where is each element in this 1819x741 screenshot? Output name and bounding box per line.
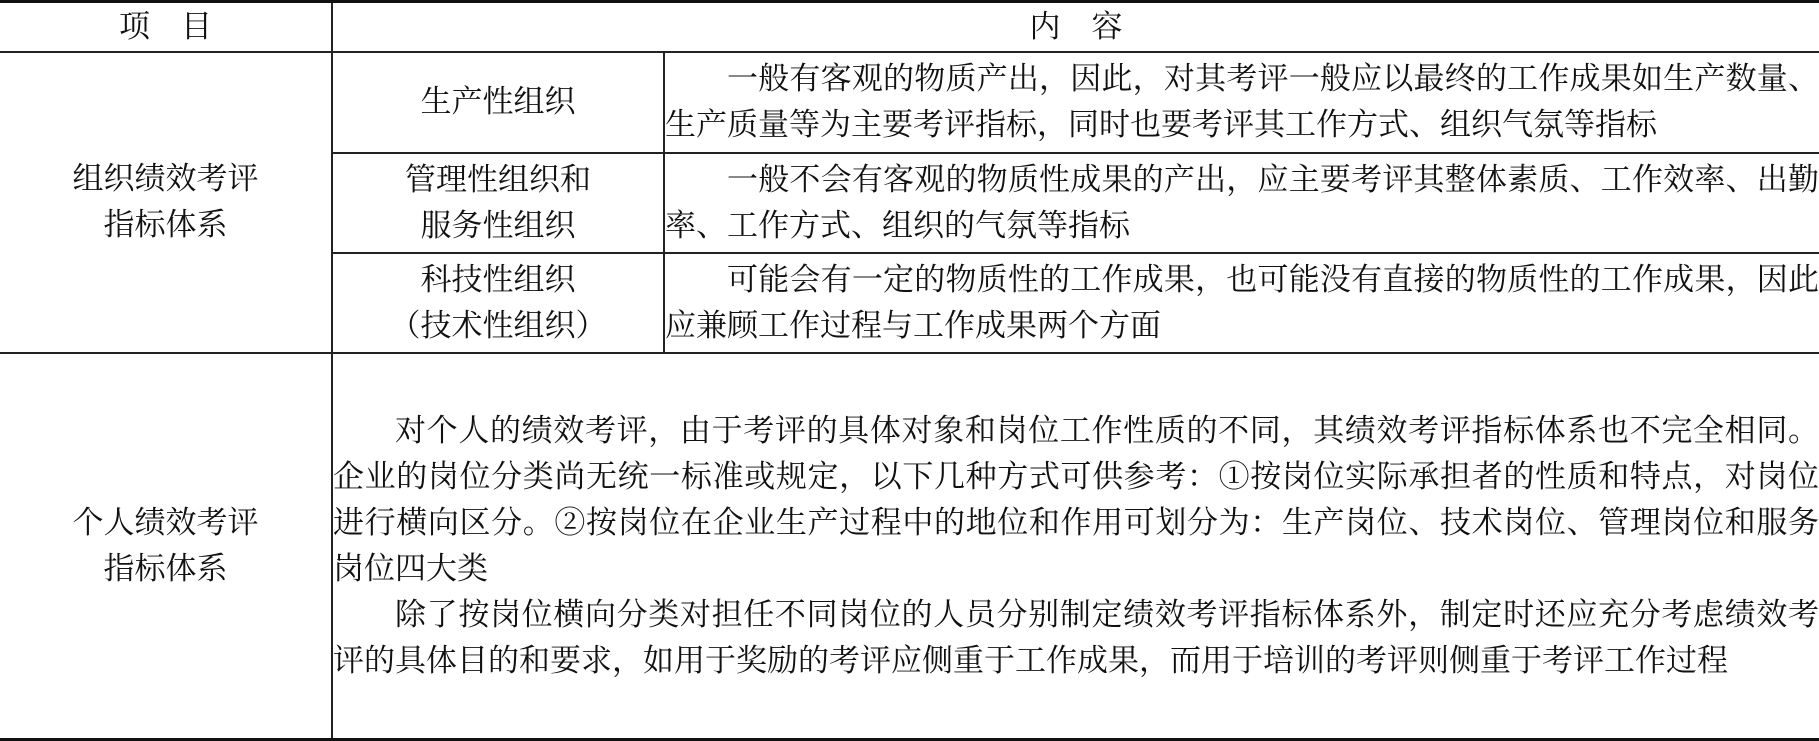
personal-category-label: 个人绩效考评 指标体系 <box>0 353 332 740</box>
header-content: 内 容 <box>332 2 1819 52</box>
org-type-management: 管理性组织和 服务性组织 <box>332 153 664 253</box>
org-row-production <box>0 52 1819 153</box>
personal-desc: 对个人的绩效考评，由于考评的具体对象和岗位工作性质的不同，其绩效考评指标体系也不完全相同。企业的岗位分类尚无统一标准或规定，以下几种方式可供参考：①按岗位实际承担者的性质和特点，对岗位进行横向区分。②按岗位在企业生产过程中的地位和作用可划分为：生产岗位、技术岗位、管理岗位和服务岗位四大类 除了按岗位横向分类对担任不同岗位的人员分别制定绩效考评指标体系外，制定时还应充分考虑绩效考评的具体目的和要求，如用于奖励的考评应侧重于工作成果，而用于培训的考评则侧重于考评工作过程 <box>332 353 1819 740</box>
org-type-production: 生产性组织 <box>332 52 664 153</box>
org-desc-management: 一般不会有客观的物质性成果的产出，应主要考评其整体素质、工作效率、出勤率、工作方式、组织的气氛等指标 <box>664 153 1819 253</box>
org-desc-tech: 可能会有一定的物质性的工作成果，也可能没有直接的物质性的工作成果，因此应兼顾工作过程与工作成果两个方面 <box>664 253 1819 353</box>
header-item: 项 目 <box>0 2 332 52</box>
org-desc-production: 一般有客观的物质产出，因此，对其考评一般应以最终的工作成果如生产数量、生产质量等为主要考评指标，同时也要考评其工作方式、组织气氛等指标 <box>664 52 1819 153</box>
org-category-label: 组织绩效考评 指标体系 <box>0 52 332 353</box>
header-row <box>0 2 1819 52</box>
org-type-tech: 科技性组织 （技术性组织） <box>332 253 664 353</box>
personal-row <box>0 353 1819 740</box>
